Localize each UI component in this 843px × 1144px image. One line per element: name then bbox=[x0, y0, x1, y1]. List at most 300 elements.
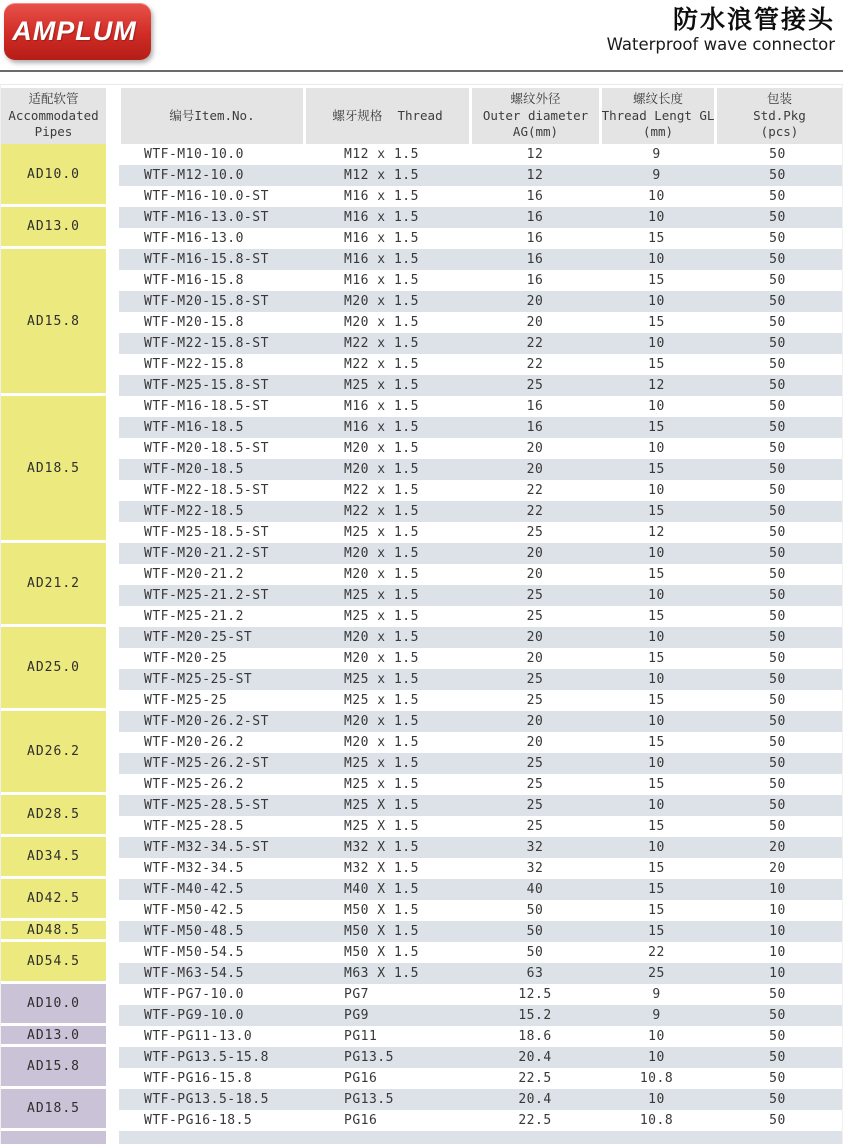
cell-outer-diameter: 16 bbox=[526, 252, 544, 267]
table-row bbox=[119, 963, 842, 984]
cell-item-no: WTF-M16-13.0 bbox=[144, 231, 244, 246]
table-row bbox=[119, 480, 842, 501]
cell-outer-diameter: 25 bbox=[526, 798, 544, 813]
cell-outer-diameter: 18.6 bbox=[518, 1029, 552, 1044]
cell-std-pkg: 50 bbox=[769, 231, 786, 246]
cell-outer-diameter: 20 bbox=[526, 567, 544, 582]
cell-item-no: WTF-M20-25-ST bbox=[144, 630, 253, 645]
cell-outer-diameter: 22 bbox=[526, 483, 544, 498]
cell-outer-diameter: 15.2 bbox=[518, 1008, 552, 1023]
cell-item-no: WTF-M32-34.5 bbox=[144, 861, 244, 876]
cell-thread-length: 15 bbox=[648, 903, 665, 918]
table-row bbox=[119, 900, 842, 921]
cell-outer-diameter: 50 bbox=[526, 903, 544, 918]
table-row bbox=[119, 732, 842, 753]
table-row bbox=[119, 627, 842, 648]
cell-thread: M20 x 1.5 bbox=[344, 441, 419, 456]
cell-thread: M50 X 1.5 bbox=[344, 903, 419, 918]
cell-item-no: WTF-M22-18.5-ST bbox=[144, 483, 269, 498]
cell-thread-length: 10 bbox=[648, 483, 665, 498]
amplum-logo bbox=[4, 3, 151, 60]
table-row bbox=[119, 165, 842, 186]
cell-thread-length: 10 bbox=[648, 546, 665, 561]
cell-item-no: WTF-M20-25 bbox=[144, 651, 228, 666]
cell-thread-length: 12 bbox=[648, 378, 665, 393]
table-row bbox=[119, 1089, 842, 1110]
cell-thread: M20 x 1.5 bbox=[344, 630, 419, 645]
cell-outer-diameter: 20 bbox=[526, 294, 544, 309]
cell-outer-diameter: 32 bbox=[526, 840, 544, 855]
cell-item-no: WTF-M16-10.0-ST bbox=[144, 189, 269, 204]
cell-outer-diameter: 20 bbox=[526, 735, 544, 750]
column-header-item_no: 编号Item.No. bbox=[121, 88, 303, 144]
cell-item-no: WTF-M10-10.0 bbox=[144, 147, 244, 162]
cell-thread: M25 x 1.5 bbox=[344, 588, 419, 603]
cell-item-no: WTF-M40-42.5 bbox=[144, 882, 244, 897]
cell-outer-diameter: 12 bbox=[526, 168, 544, 183]
cell-outer-diameter: 20 bbox=[526, 651, 544, 666]
table-row bbox=[119, 1068, 842, 1089]
cell-std-pkg: 50 bbox=[769, 462, 786, 477]
cell-outer-diameter: 12 bbox=[526, 147, 544, 162]
cell-thread-length: 15 bbox=[648, 273, 665, 288]
column-header-thread_length: 螺纹长度 Thread Lengt GL (mm) bbox=[602, 88, 714, 144]
pipe-column bbox=[1, 144, 106, 1144]
table-row bbox=[119, 774, 842, 795]
table-row bbox=[119, 816, 842, 837]
table-row bbox=[119, 207, 842, 228]
cell-outer-diameter: 22 bbox=[526, 504, 544, 519]
cell-std-pkg: 50 bbox=[769, 1050, 786, 1065]
cell-thread: M16 x 1.5 bbox=[344, 231, 419, 246]
cell-outer-diameter: 16 bbox=[526, 420, 544, 435]
cell-thread-length: 10 bbox=[648, 441, 665, 456]
cell-thread: M25 x 1.5 bbox=[344, 693, 419, 708]
cell-item-no: WTF-M16-18.5-ST bbox=[144, 399, 269, 414]
pipe-group-cell: AD18.5 bbox=[1, 1089, 106, 1131]
cell-std-pkg: 10 bbox=[769, 882, 786, 897]
cell-thread: M25 X 1.5 bbox=[344, 798, 419, 813]
pipe-group-cell: AD15.8 bbox=[1, 249, 106, 396]
cell-outer-diameter: 20 bbox=[526, 714, 544, 729]
cell-thread: M25 x 1.5 bbox=[344, 672, 419, 687]
table-row bbox=[119, 669, 842, 690]
cell-thread-length: 10 bbox=[648, 1050, 665, 1065]
cell-thread-length: 10 bbox=[648, 630, 665, 645]
cell-outer-diameter: 25 bbox=[526, 819, 544, 834]
cell-thread: M22 x 1.5 bbox=[344, 504, 419, 519]
cell-thread: M12 x 1.5 bbox=[344, 147, 419, 162]
cell-thread-length: 15 bbox=[648, 882, 665, 897]
table-row bbox=[119, 186, 842, 207]
cell-thread-length: 10 bbox=[648, 189, 665, 204]
pipe-group-cell: AD21.2 bbox=[1, 543, 106, 627]
table-row bbox=[119, 606, 842, 627]
cell-outer-diameter: 20.4 bbox=[518, 1050, 552, 1065]
cell-thread: M16 x 1.5 bbox=[344, 189, 419, 204]
cell-outer-diameter: 50 bbox=[526, 945, 544, 960]
cell-item-no: WTF-M16-15.8 bbox=[144, 273, 244, 288]
cell-thread-length: 15 bbox=[648, 231, 665, 246]
cell-outer-diameter: 25 bbox=[526, 525, 544, 540]
cell-item-no: WTF-M50-54.5 bbox=[144, 945, 244, 960]
cell-item-no: WTF-M16-13.0-ST bbox=[144, 210, 269, 225]
cell-std-pkg: 50 bbox=[769, 546, 786, 561]
table-row bbox=[119, 564, 842, 585]
cell-outer-diameter: 50 bbox=[526, 924, 544, 939]
cell-thread-length: 9 bbox=[652, 1008, 661, 1023]
cell-outer-diameter: 16 bbox=[526, 231, 544, 246]
cell-item-no: WTF-M22-15.8-ST bbox=[144, 336, 269, 351]
table-row bbox=[119, 501, 842, 522]
cell-std-pkg: 50 bbox=[769, 1113, 786, 1128]
cell-thread: M16 x 1.5 bbox=[344, 420, 419, 435]
table-row bbox=[119, 795, 842, 816]
cell-item-no: WTF-PG16-15.8 bbox=[144, 1071, 253, 1086]
cell-thread-length: 15 bbox=[648, 777, 665, 792]
table-row bbox=[119, 1026, 842, 1047]
cell-thread-length: 15 bbox=[648, 420, 665, 435]
cell-outer-diameter bbox=[470, 1131, 600, 1144]
cell-std-pkg: 50 bbox=[769, 504, 786, 519]
table-row bbox=[119, 249, 842, 270]
cell-outer-diameter: 20 bbox=[526, 462, 544, 477]
cell-std-pkg: 20 bbox=[769, 861, 786, 876]
cell-thread-length: 10 bbox=[648, 840, 665, 855]
cell-outer-diameter: 20 bbox=[526, 546, 544, 561]
pipe-group-cell: AD28.5 bbox=[1, 795, 106, 837]
cell-std-pkg: 50 bbox=[769, 1008, 786, 1023]
cell-thread-length: 25 bbox=[648, 966, 665, 981]
cell-thread: M32 X 1.5 bbox=[344, 861, 419, 876]
table-row bbox=[119, 522, 842, 543]
cell-std-pkg: 50 bbox=[769, 609, 786, 624]
table-row bbox=[119, 375, 842, 396]
table-row bbox=[119, 648, 842, 669]
cell-thread-length: 10 bbox=[648, 714, 665, 729]
cell-item-no: WTF-M25-28.5-ST bbox=[144, 798, 269, 813]
cell-thread-length: 15 bbox=[648, 504, 665, 519]
cell-item-no: WTF-M25-26.2 bbox=[144, 777, 244, 792]
cell-thread: M20 x 1.5 bbox=[344, 294, 419, 309]
cell-item-no: WTF-PG16-18.5 bbox=[144, 1113, 253, 1128]
cell-std-pkg: 50 bbox=[769, 336, 786, 351]
cell-std-pkg: 50 bbox=[769, 798, 786, 813]
cell-std-pkg: 50 bbox=[769, 252, 786, 267]
cell-outer-diameter: 63 bbox=[526, 966, 544, 981]
cell-thread: M50 X 1.5 bbox=[344, 924, 419, 939]
divider-line bbox=[0, 70, 843, 72]
cell-std-pkg: 50 bbox=[769, 1029, 786, 1044]
cell-thread: PG7 bbox=[344, 987, 369, 1002]
cell-thread: M40 X 1.5 bbox=[344, 882, 419, 897]
cell-outer-diameter: 20 bbox=[526, 441, 544, 456]
cell-std-pkg bbox=[713, 1131, 842, 1144]
cell-std-pkg: 50 bbox=[769, 1071, 786, 1086]
table-row bbox=[119, 984, 842, 1005]
table-row bbox=[119, 144, 842, 165]
cell-std-pkg: 50 bbox=[769, 735, 786, 750]
cell-outer-diameter: 25 bbox=[526, 693, 544, 708]
table-row bbox=[119, 396, 842, 417]
cell-item-no: WTF-PG9-10.0 bbox=[144, 1008, 244, 1023]
cell-outer-diameter: 16 bbox=[526, 399, 544, 414]
table-row bbox=[119, 1005, 842, 1026]
cell-thread-length bbox=[600, 1131, 713, 1144]
cell-thread-length: 22 bbox=[648, 945, 665, 960]
cell-outer-diameter: 20 bbox=[526, 630, 544, 645]
cell-thread: M20 x 1.5 bbox=[344, 546, 419, 561]
cell-outer-diameter: 32 bbox=[526, 861, 544, 876]
cell-std-pkg: 10 bbox=[769, 966, 786, 981]
cell-thread: PG16 bbox=[344, 1113, 378, 1128]
cell-thread: M20 x 1.5 bbox=[344, 735, 419, 750]
cell-thread-length: 12 bbox=[648, 525, 665, 540]
column-header-std_pkg: 包装 Std.Pkg (pcs) bbox=[717, 88, 842, 144]
cell-thread-length: 10 bbox=[648, 294, 665, 309]
cell-item-no: WTF-M20-15.8 bbox=[144, 315, 244, 330]
cell-std-pkg: 10 bbox=[769, 945, 786, 960]
table-row bbox=[119, 858, 842, 879]
cell-std-pkg: 50 bbox=[769, 714, 786, 729]
cell-thread-length: 15 bbox=[648, 924, 665, 939]
cell-item-no: WTF-M20-18.5-ST bbox=[144, 441, 269, 456]
cell-thread: M16 x 1.5 bbox=[344, 252, 419, 267]
cell-item-no: WTF-M20-26.2 bbox=[144, 735, 244, 750]
pipe-group-cell: AD15.8 bbox=[1, 1047, 106, 1089]
cell-thread: PG16 bbox=[344, 1071, 378, 1086]
cell-thread-length: 15 bbox=[648, 567, 665, 582]
cell-thread-length: 10 bbox=[648, 1092, 665, 1107]
pipe-group-cell: AD10.0 bbox=[1, 144, 106, 207]
cell-std-pkg: 50 bbox=[769, 567, 786, 582]
cell-thread-length: 15 bbox=[648, 609, 665, 624]
table-row bbox=[119, 690, 842, 711]
cell-outer-diameter: 22 bbox=[526, 357, 544, 372]
cell-thread: M20 x 1.5 bbox=[344, 714, 419, 729]
cell-thread: M16 x 1.5 bbox=[344, 399, 419, 414]
cell-std-pkg: 50 bbox=[769, 651, 786, 666]
cell-thread: M20 x 1.5 bbox=[344, 315, 419, 330]
table-row bbox=[119, 921, 842, 942]
cell-item-no: WTF-PG7-10.0 bbox=[144, 987, 244, 1002]
cell-std-pkg: 50 bbox=[769, 189, 786, 204]
cell-item-no: WTF-M25-26.2-ST bbox=[144, 756, 269, 771]
cell-outer-diameter: 16 bbox=[526, 189, 544, 204]
cell-thread: M16 x 1.5 bbox=[344, 210, 419, 225]
cell-thread-length: 10 bbox=[648, 399, 665, 414]
cell-thread-length: 9 bbox=[652, 168, 661, 183]
cell-item-no: WTF-M20-21.2 bbox=[144, 567, 244, 582]
cell-thread: M22 x 1.5 bbox=[344, 483, 419, 498]
cell-item-no: WTF-PG13.5-18.5 bbox=[144, 1092, 269, 1107]
table-row bbox=[119, 354, 842, 375]
cell-thread-length: 15 bbox=[648, 357, 665, 372]
cell-thread-length: 10 bbox=[648, 1029, 665, 1044]
cell-thread-length: 10.8 bbox=[639, 1071, 674, 1086]
cell-thread-length: 10 bbox=[648, 336, 665, 351]
cell-item-no: WTF-M25-25 bbox=[144, 693, 228, 708]
cell-thread: M25 x 1.5 bbox=[344, 378, 419, 393]
cell-item-no: WTF-M22-15.8 bbox=[144, 357, 244, 372]
cell-std-pkg: 10 bbox=[769, 924, 786, 939]
cell-thread: M12 x 1.5 bbox=[344, 168, 419, 183]
table-row bbox=[119, 270, 842, 291]
cell-std-pkg: 50 bbox=[769, 399, 786, 414]
table-row bbox=[119, 312, 842, 333]
cell-item-no: WTF-M20-21.2-ST bbox=[144, 546, 269, 561]
pipe-group-cell: AD48.5 bbox=[1, 921, 106, 942]
cell-outer-diameter: 25 bbox=[526, 672, 544, 687]
pipe-group-cell: AD42.5 bbox=[1, 879, 106, 921]
table-row bbox=[119, 333, 842, 354]
table-header bbox=[1, 88, 842, 144]
cell-std-pkg: 50 bbox=[769, 1092, 786, 1107]
table-body bbox=[1, 144, 842, 1144]
page-title-zh: 防水浪管接头 bbox=[672, 5, 835, 34]
pipe-group-cell: AD13.0 bbox=[1, 207, 106, 249]
cell-item-no: WTF-PG11-13.0 bbox=[144, 1029, 253, 1044]
cell-std-pkg: 50 bbox=[769, 357, 786, 372]
cell-std-pkg: 50 bbox=[769, 630, 786, 645]
table-row bbox=[119, 753, 842, 774]
cell-thread: M16 x 1.5 bbox=[344, 273, 419, 288]
table-row bbox=[119, 417, 842, 438]
cell-std-pkg: 50 bbox=[769, 987, 786, 1002]
cell-outer-diameter: 12.5 bbox=[518, 987, 552, 1002]
table-row bbox=[119, 543, 842, 564]
table-row bbox=[119, 1047, 842, 1068]
cell-outer-diameter: 25 bbox=[526, 588, 544, 603]
pipe-group-cell: AD26.2 bbox=[1, 711, 106, 795]
cell-item-no: WTF-M16-18.5 bbox=[144, 420, 244, 435]
cell-thread-length: 15 bbox=[648, 735, 665, 750]
cell-item-no: WTF-M63-54.5 bbox=[144, 966, 244, 981]
cell-thread-length: 15 bbox=[648, 819, 665, 834]
cell-item-no: WTF-M25-15.8-ST bbox=[144, 378, 269, 393]
column-header-pipes: 适配软管 Accommodated Pipes bbox=[1, 88, 106, 144]
pipe-group-cell: AD13.0 bbox=[1, 1026, 106, 1047]
cell-outer-diameter: 20.4 bbox=[518, 1092, 552, 1107]
cell-item-no: WTF-M16-15.8-ST bbox=[144, 252, 269, 267]
table-row bbox=[119, 1110, 842, 1131]
table-row bbox=[119, 459, 842, 480]
cell-outer-diameter: 25 bbox=[526, 378, 544, 393]
cell-item-no: WTF-M20-15.8-ST bbox=[144, 294, 269, 309]
cell-item-no: WTF-PG13.5-15.8 bbox=[144, 1050, 269, 1065]
cell-item-no: WTF-M25-28.5 bbox=[144, 819, 244, 834]
cell-std-pkg: 50 bbox=[769, 420, 786, 435]
cell-std-pkg: 20 bbox=[769, 840, 786, 855]
cell-thread-length: 15 bbox=[648, 462, 665, 477]
cell-std-pkg: 50 bbox=[769, 693, 786, 708]
pipe-group-cell: AD10.0 bbox=[1, 984, 106, 1026]
cell-outer-diameter: 20 bbox=[526, 315, 544, 330]
table-row bbox=[119, 291, 842, 312]
cell-std-pkg: 50 bbox=[769, 378, 786, 393]
pipe-group-cell: AD54.5 bbox=[1, 942, 106, 984]
table-row bbox=[119, 879, 842, 900]
cell-item-no: WTF-M22-18.5 bbox=[144, 504, 244, 519]
cell-thread: M32 X 1.5 bbox=[344, 840, 419, 855]
cell-thread-length: 15 bbox=[648, 693, 665, 708]
cell-std-pkg: 50 bbox=[769, 294, 786, 309]
pipe-group-cell: AD25.0 bbox=[1, 627, 106, 711]
rows bbox=[119, 144, 842, 1144]
column-header-outer_diameter: 螺纹外径 Outer diameter AG(mm) bbox=[472, 88, 599, 144]
cell-std-pkg: 50 bbox=[769, 210, 786, 225]
cell-outer-diameter: 16 bbox=[526, 210, 544, 225]
cell-outer-diameter: 16 bbox=[526, 273, 544, 288]
cell-item-no: WTF-M32-34.5-ST bbox=[144, 840, 269, 855]
cell-thread-length: 15 bbox=[648, 315, 665, 330]
cell-thread: PG11 bbox=[344, 1029, 378, 1044]
cell-thread-length: 10 bbox=[648, 588, 665, 603]
logo-text: AMPLUM bbox=[12, 16, 137, 46]
cell-item-no: WTF-M25-21.2 bbox=[144, 609, 244, 624]
table-row bbox=[119, 1131, 842, 1144]
cell-std-pkg: 50 bbox=[769, 525, 786, 540]
cell-outer-diameter: 22.5 bbox=[518, 1071, 552, 1086]
cell-thread: M25 x 1.5 bbox=[344, 525, 419, 540]
cell-thread-length: 10 bbox=[648, 210, 665, 225]
cell-std-pkg: 50 bbox=[769, 672, 786, 687]
cell-thread-length: 10 bbox=[648, 672, 665, 687]
spec-table bbox=[0, 84, 843, 1144]
cell-std-pkg: 50 bbox=[769, 147, 786, 162]
cell-std-pkg: 50 bbox=[769, 588, 786, 603]
cell-thread: M50 X 1.5 bbox=[344, 945, 419, 960]
cell-item-no: WTF-M20-26.2-ST bbox=[144, 714, 269, 729]
cell-thread: M25 x 1.5 bbox=[344, 777, 419, 792]
cell-thread-length: 15 bbox=[648, 861, 665, 876]
table-row bbox=[119, 228, 842, 249]
cell-thread-length: 9 bbox=[652, 147, 661, 162]
cell-outer-diameter: 22.5 bbox=[518, 1113, 552, 1128]
cell-outer-diameter: 25 bbox=[526, 609, 544, 624]
table-row bbox=[119, 942, 842, 963]
pipe-group-cell: AD34.5 bbox=[1, 837, 106, 879]
cell-std-pkg: 50 bbox=[769, 168, 786, 183]
cell-thread: M20 x 1.5 bbox=[344, 567, 419, 582]
pipe-group-cell bbox=[1, 1131, 106, 1144]
cell-thread-length: 9 bbox=[652, 987, 661, 1002]
cell-thread-length: 10.8 bbox=[639, 1113, 674, 1128]
cell-item-no: WTF-M25-25-ST bbox=[144, 672, 253, 687]
table-row bbox=[119, 585, 842, 606]
cell-outer-diameter: 22 bbox=[526, 336, 544, 351]
table-row bbox=[119, 711, 842, 732]
cell-outer-diameter: 25 bbox=[526, 777, 544, 792]
cell-thread-length: 10 bbox=[648, 798, 665, 813]
cell-thread: M25 x 1.5 bbox=[344, 756, 419, 771]
cell-std-pkg: 50 bbox=[769, 777, 786, 792]
cell-item-no: WTF-M25-21.2-ST bbox=[144, 588, 269, 603]
cell-std-pkg: 50 bbox=[769, 483, 786, 498]
cell-thread: PG13.5 bbox=[344, 1050, 394, 1065]
cell-thread: M20 x 1.5 bbox=[344, 462, 419, 477]
cell-thread-length: 10 bbox=[648, 252, 665, 267]
cell-thread-length: 10 bbox=[648, 756, 665, 771]
cell-item-no: WTF-M50-48.5 bbox=[144, 924, 244, 939]
cell-thread: M20 x 1.5 bbox=[344, 651, 419, 666]
cell-std-pkg: 50 bbox=[769, 441, 786, 456]
cell-std-pkg: 50 bbox=[769, 273, 786, 288]
cell-thread: PG13.5 bbox=[344, 1092, 394, 1107]
cell-item-no: WTF-M50-42.5 bbox=[144, 903, 244, 918]
table-row bbox=[119, 837, 842, 858]
cell-thread: PG9 bbox=[344, 1008, 369, 1023]
